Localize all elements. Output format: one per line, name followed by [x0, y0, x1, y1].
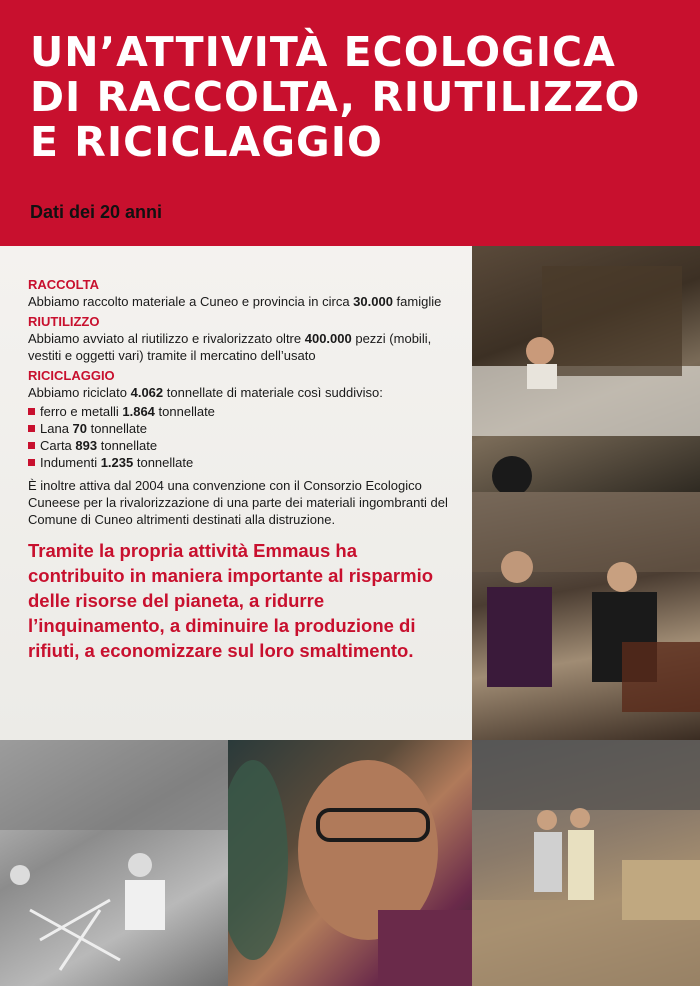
materials-list [28, 403, 458, 471]
paragraph-riciclaggio: Abbiamo riciclato 4.062 tonnellate di materiale così suddiviso: [28, 385, 383, 400]
heading-riciclaggio: RICICLAGGIO [28, 368, 115, 383]
emphasis-statement: Tramite la propria attività Emmaus ha contribuito in maniera importante al risparmio delle risorse del pianeta, a ridurre l’inquinamento, a diminuire la produzione di rifiuti, a economizzare sul loro smaltimento. [28, 540, 434, 661]
header-banner [0, 0, 700, 246]
note-paragraph: È inoltre attiva dal 2004 una convenzione con il Consorzio Ecologico Cuneese per la rivalorizzazione di una parte dei materiali ingombranti del Comune di Cuneo altrimenti destinati alla distruzione. [28, 478, 448, 527]
warehouse-shapes [472, 740, 700, 986]
photo-sewing [228, 740, 472, 986]
heading-raccolta: RACCOLTA [28, 277, 100, 292]
shop-shapes [472, 492, 700, 740]
sewing-shapes [228, 740, 472, 986]
truck-shapes [472, 246, 700, 492]
photo-warehouse [472, 740, 700, 986]
title-line-1: UN’ATTIVITÀ ECOLOGICA [30, 28, 616, 76]
paragraph-riutilizzo: Abbiamo avviato al riutilizzo e rivalorizzato oltre 400.000 pezzi (mobili, vestiti e oggetti vari) tramite il mercatino dell’usato [28, 331, 432, 363]
number-riciclaggio: 4.062 [130, 385, 164, 400]
photo-shop [472, 492, 700, 740]
list-item: Carta 893 tonnellate [28, 437, 458, 454]
number-riutilizzo: 400.000 [304, 331, 352, 346]
heading-riutilizzo: RIUTILIZZO [28, 314, 100, 329]
workshop-shapes [0, 740, 228, 986]
number-raccolta: 30.000 [353, 294, 393, 309]
photo-truck [472, 246, 700, 492]
title-line-2: DI RACCOLTA, RIUTILIZZO [30, 73, 641, 121]
photo-workshop [0, 740, 228, 986]
title-line-3: E RICICLAGGIO [30, 118, 383, 166]
list-item: Indumenti 1.235 tonnellate [28, 454, 458, 471]
paragraph-raccolta: Abbiamo raccolto materiale a Cuneo e provincia in circa 30.000 famiglie [28, 294, 442, 309]
page-title [30, 30, 680, 165]
list-item: ferro e metalli 1.864 tonnellate [28, 403, 458, 420]
list-item: Lana 70 tonnellate [28, 420, 458, 437]
content-column [28, 274, 458, 663]
subtitle: Dati dei 20 anni [30, 202, 163, 222]
